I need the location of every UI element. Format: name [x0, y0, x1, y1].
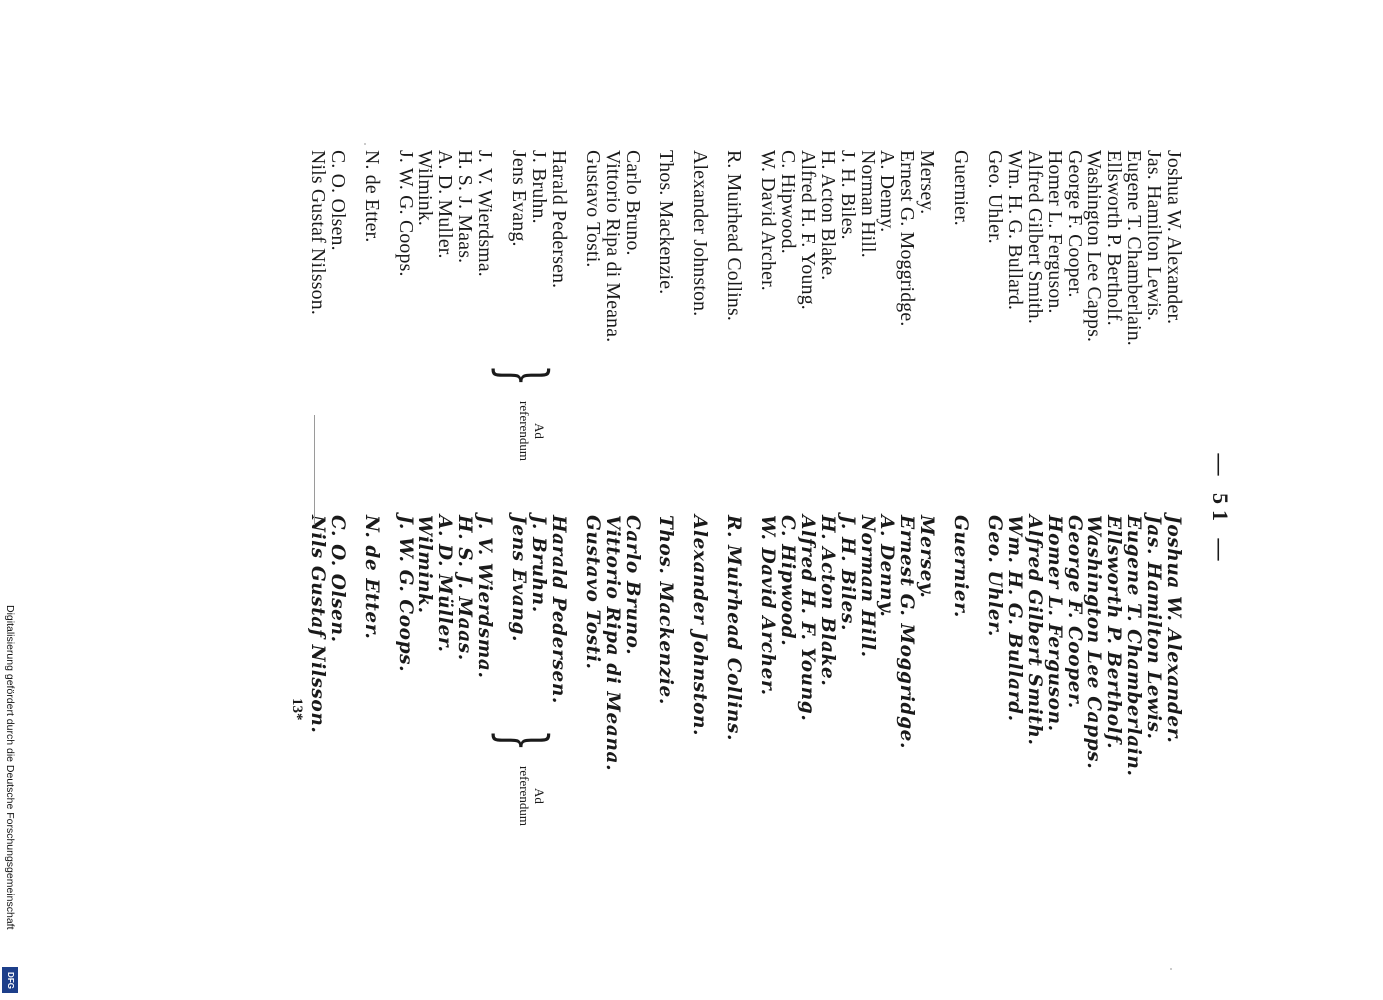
- signatory-line: A. D. Muller.: [434, 150, 457, 259]
- ad-referendum-label: [517, 746, 547, 846]
- signatory-line: George F. Cooper.: [1063, 150, 1086, 298]
- signatory-line: H. S. J. Maas.: [454, 150, 477, 264]
- column-spacer: [642, 515, 656, 777]
- footer-rule: [314, 415, 315, 525]
- column-spacer: [970, 150, 984, 346]
- column-spacer: [568, 150, 582, 346]
- ad-referendum-note-left: [473, 355, 560, 475]
- signatory-line: Ellsworth P. Bertholf.: [1103, 150, 1126, 326]
- signatory-line: George F. Cooper.: [1063, 515, 1085, 709]
- referendum-label: referendum: [517, 766, 532, 826]
- signatory-line: W. David Archer.: [757, 150, 780, 291]
- brace-icon: }: [486, 729, 560, 752]
- german-signatory-column: [307, 515, 1183, 777]
- signatory-line: Washington Lee Capps.: [1083, 150, 1106, 343]
- signatory-line: Mersey.: [916, 150, 939, 215]
- signatory-line: Thos. Mackenzie.: [655, 515, 677, 705]
- signatory-line: H. Acton Blake.: [816, 150, 839, 281]
- scan-speck: [364, 143, 366, 145]
- column-spacer: [642, 150, 656, 346]
- signatory-line: Eugene T. Chamberlain.: [1123, 515, 1145, 777]
- signatory-line: Norman Hill.: [856, 515, 878, 658]
- column-spacer: [675, 515, 689, 777]
- signatory-line: Guernier.: [950, 150, 973, 226]
- signature-mark: 13*: [289, 698, 305, 721]
- column-spacer: [494, 150, 508, 346]
- signatory-line: C. Hipwood.: [776, 150, 799, 254]
- signatory-line: Harald Pedersen.: [547, 150, 570, 289]
- signatory-line: Jas. Hamilton Lewis.: [1143, 150, 1166, 322]
- signatory-line: Ernest G. Moggridge.: [896, 515, 918, 750]
- signatory-line: Jens Evang.: [508, 150, 531, 247]
- dfg-logo-icon: [2, 967, 18, 993]
- signatory-line: Homer L. Ferguson.: [1043, 515, 1065, 732]
- signatory-line: R. Muirhead Collins.: [723, 515, 745, 741]
- page-number: — 51 —: [1208, 453, 1233, 567]
- signatory-line: Carlo Bruno.: [621, 515, 643, 656]
- signatory-line: Geo. Uhler.: [983, 150, 1006, 244]
- column-spacer: [936, 150, 950, 346]
- scan-speck: [1170, 968, 1172, 970]
- column-spacer: [970, 515, 984, 777]
- column-spacer: [709, 515, 723, 777]
- signatory-line: N. de Etter.: [360, 150, 383, 243]
- signatory-line: Geo. Uhler.: [983, 515, 1005, 637]
- signatory-line: Eugene T. Chamberlain.: [1123, 150, 1146, 346]
- signatory-line: J. W. G. Coops.: [394, 150, 417, 277]
- signatory-line: Wilmink.: [414, 515, 436, 614]
- ad-label: Ad: [532, 788, 547, 804]
- signatory-line: J. H. Biles.: [836, 150, 859, 240]
- signatory-line: Joshua W. Alexander.: [1163, 515, 1184, 744]
- brace-icon: }: [486, 364, 560, 387]
- column-spacer: [568, 515, 582, 777]
- ad-referendum-note-right: [473, 720, 560, 840]
- signatory-line: Mersey.: [916, 515, 938, 599]
- column-spacer: [743, 515, 757, 777]
- signatory-line: Alexander Johnston.: [689, 515, 711, 737]
- signatory-line: J. W. G. Coops.: [394, 515, 416, 673]
- signatory-line: Alfred Gilbert Smith.: [1023, 515, 1045, 746]
- signatory-line: C. Hipwood.: [776, 515, 798, 647]
- signatory-line: Thos. Mackenzie.: [655, 150, 678, 295]
- english-signatory-column: [307, 150, 1183, 346]
- signatory-line: Harald Pedersen.: [547, 515, 569, 704]
- signatory-line: Nils Gustaf Nilsson.: [306, 515, 328, 734]
- column-spacer: [381, 515, 395, 777]
- signatory-line: A. D. Müller.: [434, 515, 456, 653]
- signatory-line: Guernier.: [950, 515, 972, 618]
- ad-label: Ad: [532, 423, 547, 439]
- signatory-line: Vittorio Ripa di Meana.: [601, 515, 623, 772]
- signatory-line: Gustavo Tosti.: [581, 150, 604, 268]
- signatory-line: Alfred H. F. Young.: [796, 515, 818, 722]
- signatory-line: Wm. H. G. Bullard.: [1003, 150, 1026, 311]
- column-spacer: [743, 150, 757, 346]
- signatory-line: Ellsworth P. Bertholf.: [1103, 515, 1125, 750]
- signatory-line: W. David Archer.: [757, 515, 779, 696]
- signatory-line: C. O. Olsen.: [326, 150, 349, 251]
- credit-text: Digitalisierung gefördert durch die Deutsche Forschungsgemeinschaft: [4, 605, 16, 930]
- signatory-line: Carlo Bruno.: [621, 150, 644, 256]
- ad-referendum-label: [517, 381, 547, 481]
- signatory-line: Homer L. Ferguson.: [1043, 150, 1066, 314]
- signatory-line: C. O. Olsen.: [326, 515, 348, 643]
- signatory-line: A. Denny.: [876, 150, 899, 233]
- signatory-line: J. V. Wierdsma.: [474, 515, 496, 679]
- signatory-line: Joshua W. Alexander.: [1163, 150, 1185, 325]
- signatory-line: J. V. Wierdsma.: [474, 150, 497, 277]
- signatory-line: Vittorio Ripa di Meana.: [601, 150, 624, 343]
- signatory-line: N. de Etter.: [360, 515, 382, 640]
- signatory-line: Washington Lee Capps.: [1083, 515, 1105, 770]
- column-spacer: [936, 515, 950, 777]
- signatory-line: Norman Hill.: [856, 150, 879, 258]
- signatory-line: Jas. Hamilton Lewis.: [1143, 515, 1165, 740]
- dfg-logo-text: DFG: [5, 971, 15, 989]
- signatory-line: H. Acton Blake.: [816, 515, 838, 687]
- referendum-label: referendum: [517, 401, 532, 461]
- signatory-line: Alexander Johnston.: [689, 150, 712, 317]
- signatory-line: H. S. J. Maas.: [454, 515, 476, 661]
- signatory-line: Gustavo Tosti.: [581, 515, 603, 670]
- signatory-line: J. Bruhn.: [527, 150, 550, 224]
- column-spacer: [709, 150, 723, 346]
- signatory-line: Jens Evang.: [508, 515, 530, 643]
- signatory-line: Wm. H. G. Bullard.: [1003, 515, 1025, 722]
- signatory-line: Nils Gustaf Nilsson.: [306, 150, 329, 316]
- signatory-line: J. Bruhn.: [527, 515, 549, 613]
- column-spacer: [381, 150, 395, 346]
- signatory-line: Ernest G. Moggridge.: [896, 150, 919, 327]
- signatory-line: Alfred Gilbert Smith.: [1023, 150, 1046, 324]
- signatory-line: Alfred H. F. Young.: [796, 150, 819, 310]
- column-spacer: [347, 515, 361, 777]
- signatory-line: J. H. Biles.: [836, 515, 858, 632]
- signatory-line: Wilmink.: [414, 150, 437, 227]
- signatory-line: R. Muirhead Collins.: [723, 150, 746, 322]
- signatory-line: A. Denny.: [876, 515, 898, 618]
- column-spacer: [347, 150, 361, 346]
- digitization-credit: [2, 605, 20, 995]
- column-spacer: [675, 150, 689, 346]
